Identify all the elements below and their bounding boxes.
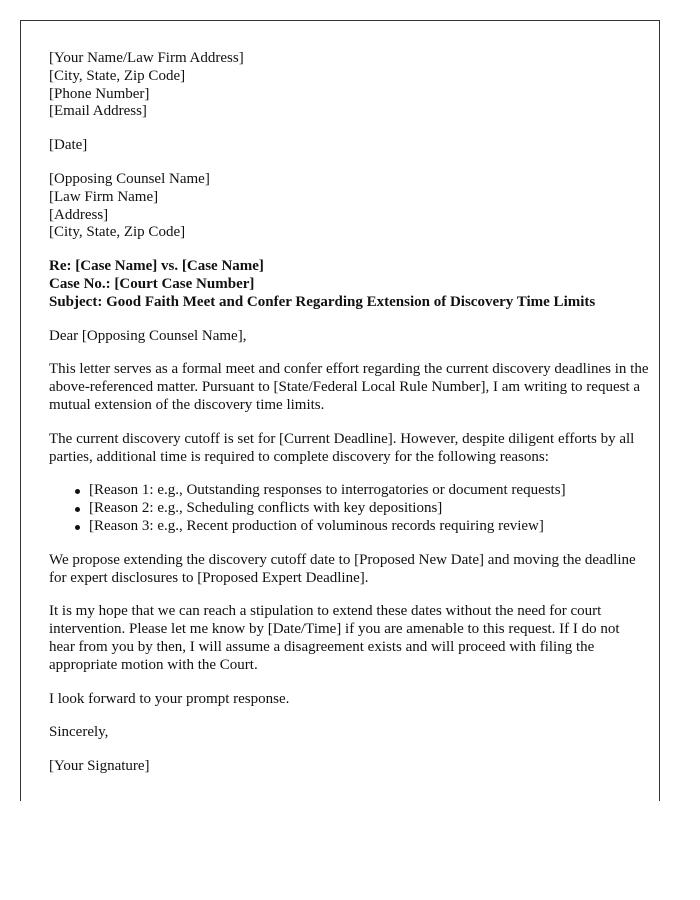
sender-phone: [Phone Number] bbox=[49, 85, 150, 102]
reference-block bbox=[49, 258, 649, 311]
recipient-address: [Address] bbox=[49, 206, 109, 223]
date-block bbox=[49, 137, 649, 155]
recipient-address-block bbox=[49, 171, 649, 242]
reasons-list bbox=[49, 482, 649, 535]
body-paragraph-intro: This letter serves as a formal meet and confer effort regarding the current discovery deadlines in the above-referenced matter. Pursuant to [State/Federal Local Rule Number], I am writing to request a mutual extension of the discovery time limits. bbox=[49, 361, 649, 413]
body-paragraph-closing-remark: I look forward to your prompt response. bbox=[49, 690, 290, 707]
letter-page bbox=[20, 20, 660, 801]
reason-item: [Reason 2: e.g., Scheduling conflicts with key depositions] bbox=[89, 500, 649, 518]
sender-address-block bbox=[49, 50, 649, 121]
body-paragraph-stipulation: It is my hope that we can reach a stipulation to extend these dates without the need for court intervention. Please let me know by [Date/Time] if you are amenable to this request. If I do not hear from you by then, I will assume a disagreement exists and will proceed with filing the appropriate motion with the Court. bbox=[49, 603, 620, 673]
letter-date: [Date] bbox=[49, 137, 88, 154]
reason-item: [Reason 3: e.g., Recent production of voluminous records requiring review] bbox=[89, 518, 649, 536]
reason-item: [Reason 1: e.g., Outstanding responses to interrogatories or document requests] bbox=[89, 482, 649, 500]
signature: [Your Signature] bbox=[49, 758, 150, 775]
body-paragraph-proposal: We propose extending the discovery cutoff date to [Proposed New Date] and moving the deadline for expert disclosures to [Proposed Expert Deadline]. bbox=[49, 551, 636, 586]
case-number-line: Case No.: [Court Case Number] bbox=[49, 275, 255, 292]
re-line: Re: [Case Name] vs. [Case Name] bbox=[49, 258, 264, 275]
sender-name-firm: [Your Name/Law Firm Address] bbox=[49, 50, 244, 66]
letter-content bbox=[49, 50, 649, 792]
recipient-city-state-zip: [City, State, Zip Code] bbox=[49, 224, 186, 241]
recipient-firm: [Law Firm Name] bbox=[49, 188, 159, 205]
recipient-name: [Opposing Counsel Name] bbox=[49, 170, 210, 187]
sender-city-state-zip: [City, State, Zip Code] bbox=[49, 67, 186, 84]
body-paragraph-current-deadline: The current discovery cutoff is set for [Current Deadline]. However, despite diligent efforts by all parties, additional time is required to complete discovery for the following reasons: bbox=[49, 430, 635, 465]
salutation: Dear [Opposing Counsel Name], bbox=[49, 327, 247, 344]
sender-email: [Email Address] bbox=[49, 103, 147, 120]
closing: Sincerely, bbox=[49, 724, 109, 741]
subject-line: Subject: Good Faith Meet and Confer Regarding Extension of Discovery Time Limits bbox=[49, 293, 596, 310]
